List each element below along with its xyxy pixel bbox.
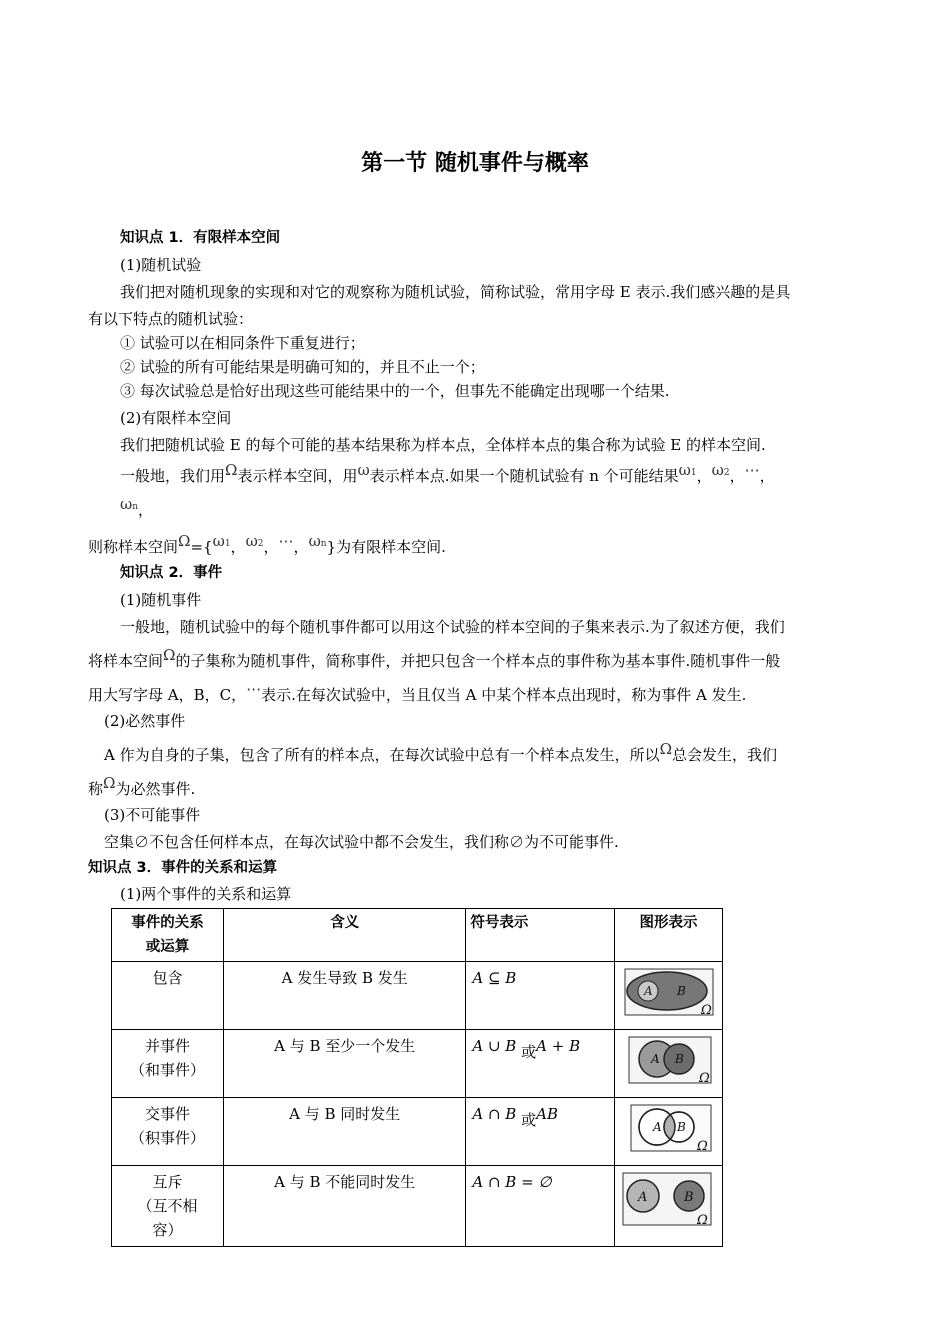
relation-meaning: A 与 B 不能同时发生	[224, 1166, 466, 1247]
venn-disjoint-figure	[617, 1168, 717, 1232]
relation-name: 包含	[112, 962, 224, 1030]
omega1-symbol: ω1	[212, 532, 231, 550]
omega-symbol: Ω	[163, 646, 176, 664]
subheading-random-experiment: (1)随机试验	[120, 256, 202, 274]
label-omega: Ω	[697, 1139, 708, 1154]
paragraph-line	[88, 646, 864, 671]
omega2-symbol: ω2	[711, 461, 730, 479]
label-b: B	[684, 1190, 694, 1205]
text-span: ，	[729, 467, 745, 485]
relation-name: 并事件 （和事件）	[112, 1030, 224, 1098]
subheading-impossible-event: (3)不可能事件	[104, 806, 201, 824]
table-row	[112, 1166, 723, 1247]
omega2-symbol: ω2	[245, 532, 264, 550]
text-span: 表示样本点.如果一个随机试验有 n 个可能结果	[369, 467, 679, 485]
venn-diagram-intersection	[615, 1098, 723, 1166]
relation-name: 交事件 （积事件）	[112, 1098, 224, 1166]
omega1-symbol: ω1	[678, 461, 697, 479]
event-relations-table	[111, 908, 723, 1247]
paragraph-line	[88, 532, 864, 560]
omega-lower-symbol: ω	[357, 461, 370, 479]
relation-name: 互斥 （互不相 容）	[112, 1166, 224, 1247]
list-item: ① 试验可以在相同条件下重复进行；	[120, 334, 365, 352]
subheading-relations: (1)两个事件的关系和运算	[120, 885, 292, 903]
venn-diagram-exclusive	[615, 1166, 723, 1247]
list-item: ② 试验的所有可能结果是明确可知的，并且不止一个；	[120, 358, 485, 376]
paragraph-line: 一般地，随机试验中的每个随机事件都可以用这个试验的样本空间的子集来表示.为了叙述方便，我们	[120, 618, 785, 636]
relation-meaning: A 与 B 同时发生	[224, 1098, 466, 1166]
subheading-random-event: (1)随机事件	[120, 591, 202, 609]
text-span: 则称样本空间	[88, 538, 179, 556]
header-meaning: 含义	[224, 909, 466, 962]
relation-symbol: A ⊆ B	[466, 962, 615, 1030]
relation-symbol: A ∩ B 或AB	[466, 1098, 615, 1166]
label-omega: Ω	[697, 1213, 708, 1228]
text-span: 表示.在每次试验中，当且仅当 A 中某个样本点出现时，称为事件 A 发生.	[261, 686, 747, 704]
text-span: A 作为自身的子集，包含了所有的样本点，在每次试验中总有一个样本点发生，所以	[104, 746, 660, 764]
ellipsis: ⋯	[246, 680, 262, 698]
omega-symbol: Ω	[103, 774, 116, 792]
relation-meaning: A 发生导致 B 发生	[224, 962, 466, 1030]
venn-diagram-union	[615, 1030, 723, 1098]
label-omega: Ω	[699, 1071, 710, 1086]
paragraph-line	[88, 680, 864, 705]
omega-n-symbol: ωn	[120, 495, 139, 513]
label-b: B	[677, 1120, 686, 1134]
section-heading-3: 知识点 3．事件的关系和运算	[88, 860, 278, 876]
table-row	[112, 962, 723, 1030]
relation-symbol: A ∪ B 或A + B	[466, 1030, 615, 1098]
omega-symbol: Ω	[659, 740, 673, 758]
relation-symbol: A ∩ B = ∅	[466, 1166, 615, 1247]
venn-diagram-inclusion	[615, 962, 723, 1030]
text-span: 将样本空间	[88, 652, 164, 670]
section-heading-1: 知识点 1．有限样本空间	[120, 230, 281, 246]
venn-intersection-figure	[617, 1100, 717, 1156]
paragraph-line: 有以下特点的随机试验：	[88, 310, 254, 328]
text-span: ，	[138, 501, 154, 519]
list-item: ③ 每次试验总是恰好出现这些可能结果中的一个，但事先不能确定出现哪一个结果.	[120, 382, 670, 400]
label-b: B	[675, 1052, 684, 1066]
paragraph-line: 我们把随机试验 E 的每个可能的基本结果称为样本点，全体样本点的集合称为试验 E 的样本空间.	[120, 436, 766, 454]
paragraph-line: 我们把对随机现象的实现和对它的观察称为随机试验，简称试验，常用字母 E 表示.我们感兴趣的是具	[120, 283, 791, 301]
omega-symbol: Ω	[178, 532, 191, 550]
text-span: ={	[190, 538, 213, 556]
header-figure: 图形表示	[615, 909, 723, 962]
text-span: ，	[263, 538, 279, 556]
label-a: A	[653, 1120, 662, 1134]
table-header-row	[112, 909, 723, 962]
label-a: A	[651, 1052, 660, 1066]
text-span: 一般地，我们用	[120, 467, 226, 485]
subheading-certain-event: (2)必然事件	[104, 712, 186, 730]
omega-symbol: Ω	[225, 461, 238, 479]
venn-subset-figure	[617, 964, 717, 1020]
paragraph-line-omega	[120, 461, 864, 489]
table-row	[112, 1098, 723, 1166]
ellipsis: ⋯	[278, 532, 294, 550]
text-span: 用大写字母 A，B，C，	[88, 686, 247, 704]
table-row	[112, 1030, 723, 1098]
venn-union-figure	[617, 1032, 717, 1088]
paragraph-line	[88, 774, 864, 799]
label-b: B	[677, 984, 686, 998]
text-span: 为必然事件.	[115, 780, 196, 798]
label-omega: Ω	[701, 1003, 712, 1018]
omega-n-symbol: ωn	[308, 532, 327, 550]
text-span: 总会发生，我们	[672, 746, 778, 764]
relation-meaning: A 与 B 至少一个发生	[224, 1030, 466, 1098]
subheading-sample-space: (2)有限样本空间	[120, 409, 232, 427]
paragraph-line	[104, 740, 864, 765]
ellipsis: ⋯	[744, 461, 760, 479]
label-a: A	[638, 1190, 648, 1205]
text-span: }为有限样本空间.	[326, 538, 446, 556]
paragraph-line: 空集∅不包含任何样本点，在每次试验中都不会发生，我们称∅为不可能事件.	[104, 833, 619, 851]
text-span: 表示样本空间，用	[237, 467, 358, 485]
section-heading-2: 知识点 2．事件	[120, 565, 223, 581]
text-span: ，	[696, 467, 712, 485]
text-span: ，	[293, 538, 309, 556]
header-relation: 事件的关系 或运算	[112, 909, 224, 962]
paragraph-line	[120, 495, 864, 523]
text-span: 的子集称为随机事件，简称事件，并把只包含一个样本点的事件称为基本事件.随机事件一般	[175, 652, 781, 670]
page-title: 第一节 随机事件与概率	[361, 151, 589, 176]
header-symbol: 符号表示	[466, 909, 615, 962]
text-span: ，	[759, 467, 775, 485]
text-span: 称	[88, 780, 104, 798]
label-a: A	[644, 984, 653, 998]
text-span: ，	[230, 538, 246, 556]
